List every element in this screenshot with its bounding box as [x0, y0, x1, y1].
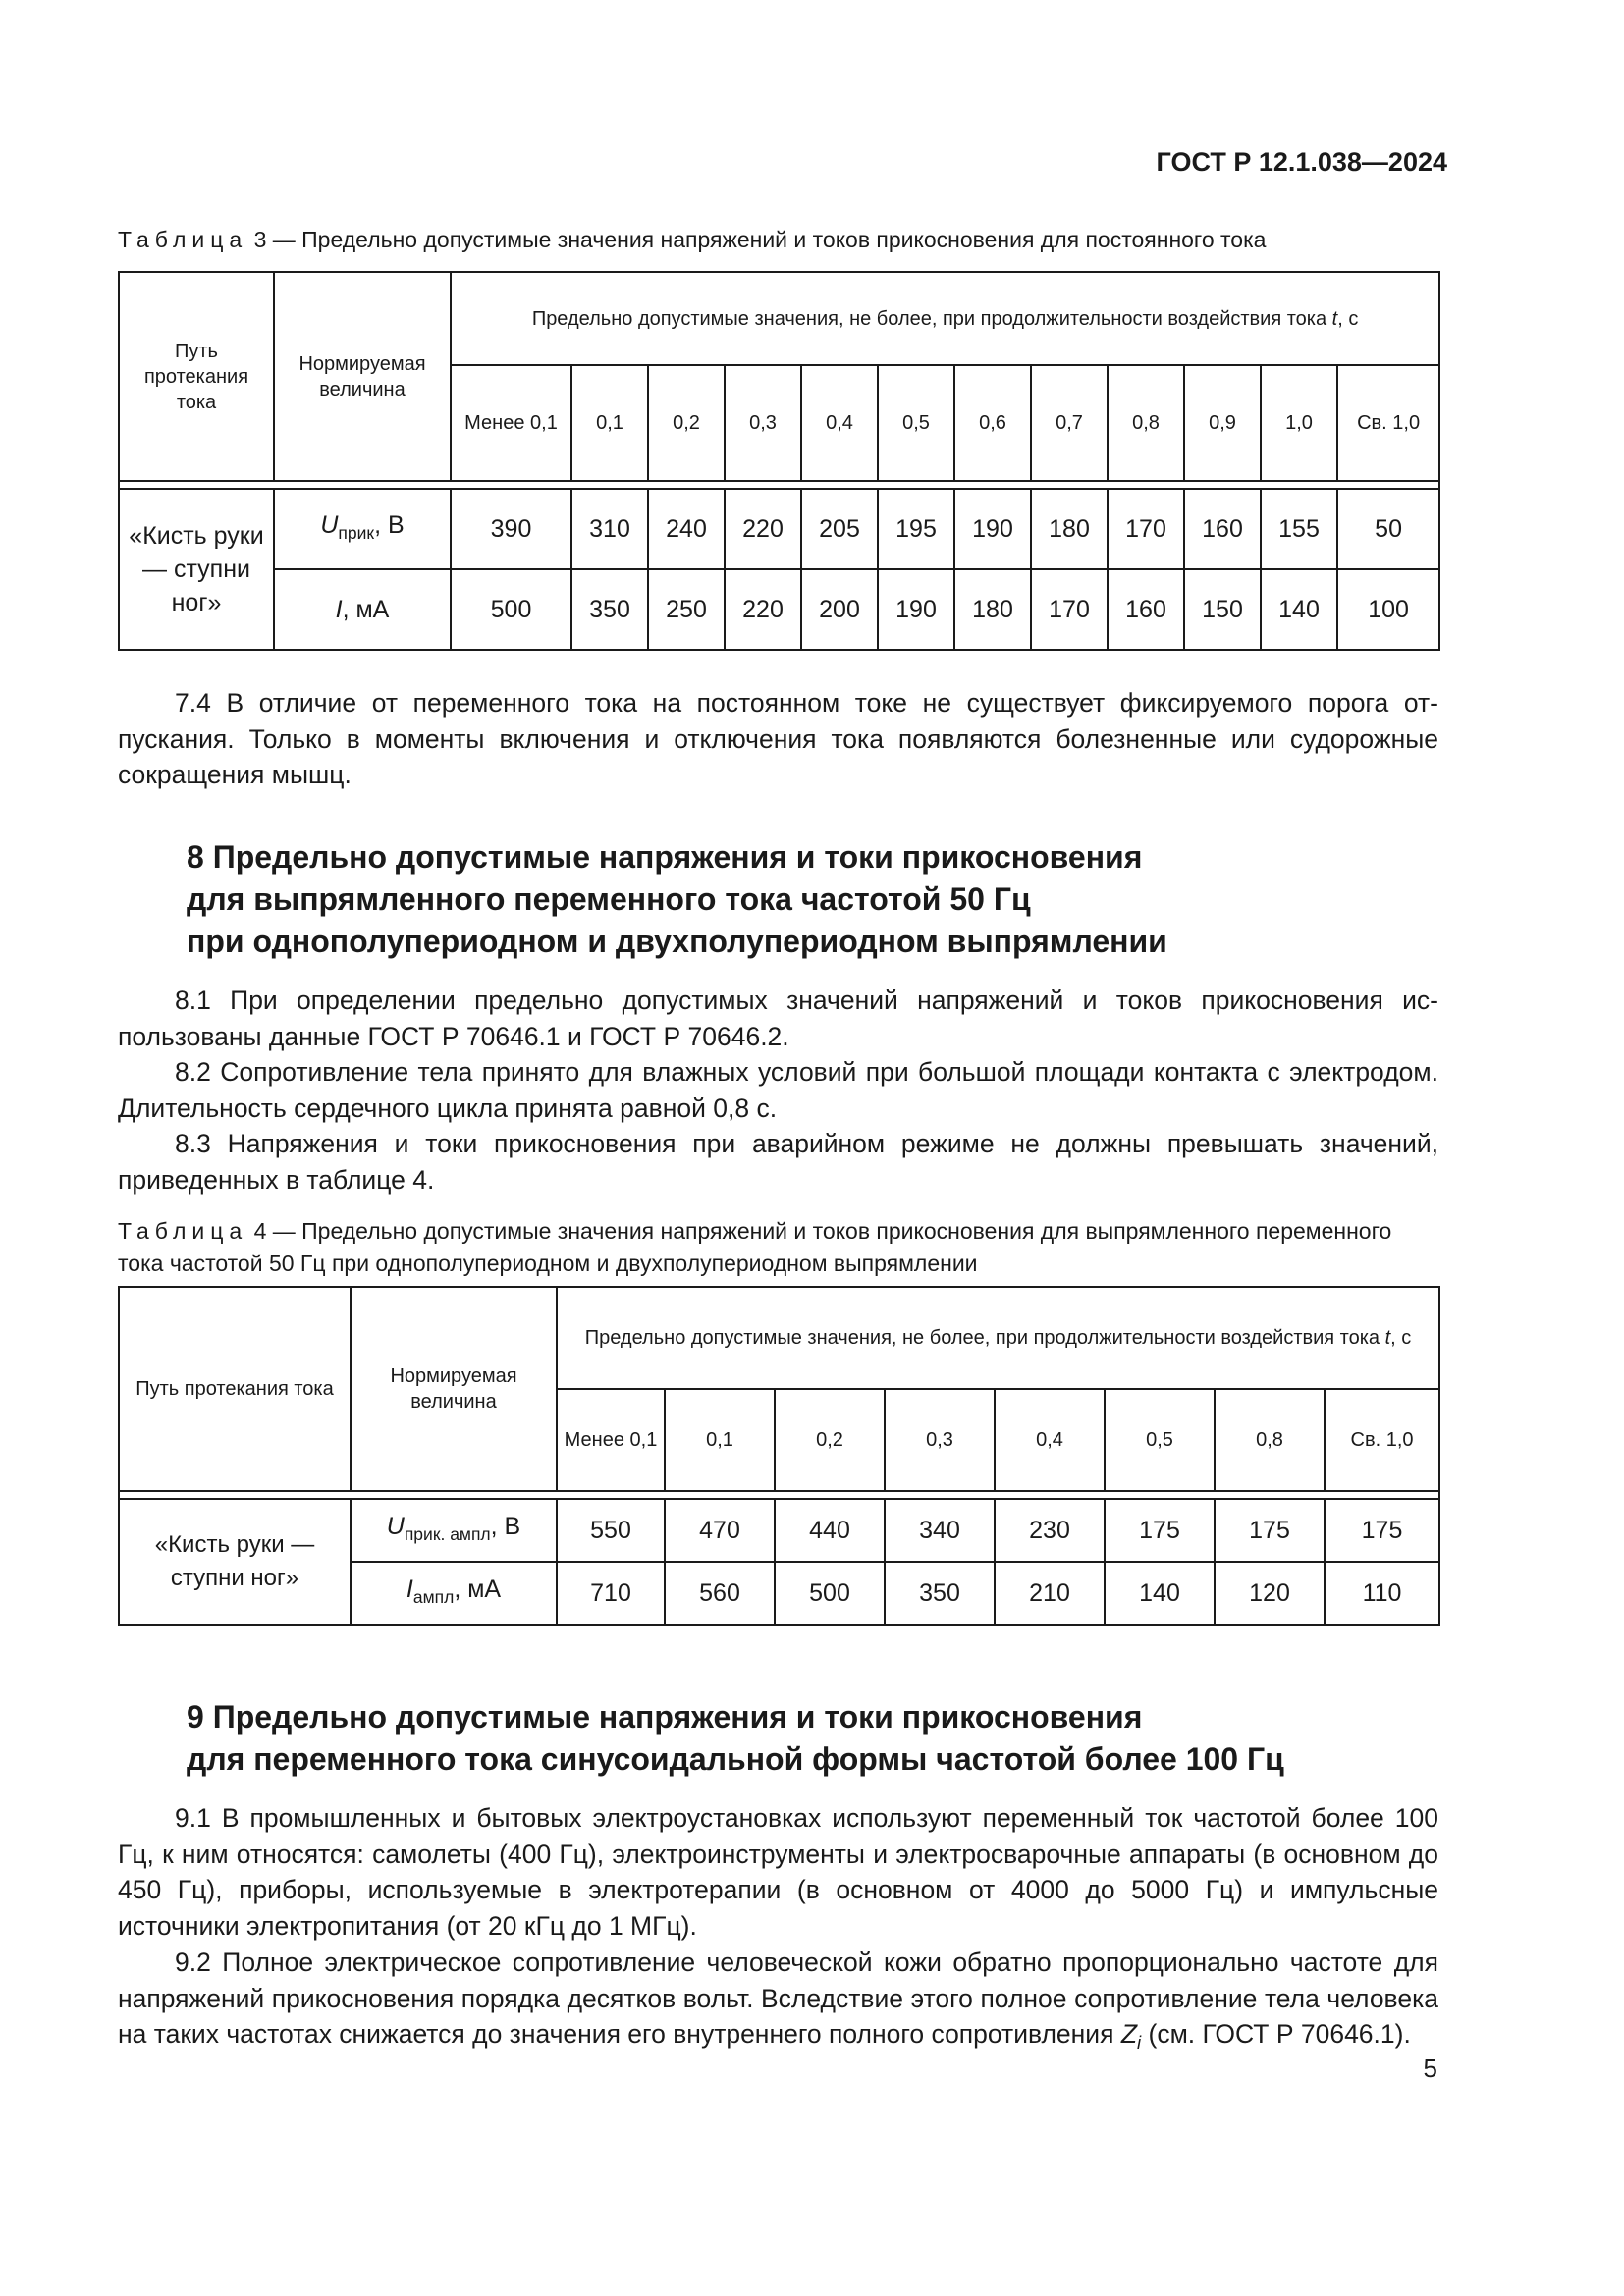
table3-duration-6: 0,6	[954, 365, 1031, 481]
table4-duration-0: Менее 0,1	[557, 1389, 665, 1491]
table4-duration-6: 0,8	[1215, 1389, 1325, 1491]
table4-cell-0-3: 340	[885, 1499, 995, 1562]
table3-caption-text: 3 — Предельно допустимые значения напряжений и токов прикосновения для постоянного тока	[253, 227, 1267, 252]
section-9-heading	[187, 1696, 1414, 1781]
table4-row-0-quantity: $U_{прик. ампл}$, В	[351, 1499, 557, 1562]
table3-cell-1-10: 140	[1261, 569, 1337, 650]
table3-cell-0-10: 155	[1261, 489, 1337, 569]
table3-row-path: «Кисть руки — ступни ног»	[119, 489, 274, 650]
table4-caption	[118, 1215, 1438, 1280]
section-9-line-1: 9 Предельно допустимые напряжения и токи прикосновения	[187, 1699, 1143, 1735]
table3-cell-0-2: 240	[648, 489, 725, 569]
table4-cell-0-0: 550	[557, 1499, 665, 1562]
table3-duration-0: Менее 0,1	[451, 365, 571, 481]
section-8-line-3: при однополупериодном и двухполупериодном выпрямлении	[187, 924, 1167, 959]
table3-cell-0-9: 160	[1184, 489, 1261, 569]
paragraph-8-3: 8.3 Напряжения и токи прикосновения при аварийном режиме не должны превышать значений, приведенных в таблице 4.	[118, 1129, 1438, 1195]
table4-cell-0-5: 175	[1105, 1499, 1215, 1562]
table4-duration-1: 0,1	[665, 1389, 775, 1491]
table4-cell-1-6: 120	[1215, 1562, 1325, 1625]
paragraph-9-1: 9.1 В промышленных и бытовых электроустановках используют переменный ток частотой более 100 Гц, к ним относятся: самолеты (400 Гц), электроинструменты и электросварочные аппараты (в основном до 450 Гц), приборы, используемые в электротерапии (в основном от 4000 до 5000 Гц) и импульсные источники электропитания (от 20 кГц до 1 МГц).	[118, 1803, 1438, 1941]
table3-duration-7: 0,7	[1031, 365, 1108, 481]
table-3	[118, 271, 1440, 651]
table4-cell-0-4: 230	[995, 1499, 1105, 1562]
table4-caption-text: 4 — Предельно допустимые значения напряжений и токов прикосновения для выпрямленного переменного тока частотой 50 Гц при однополупериодном и двухполупериодном выпрямлении	[118, 1218, 1392, 1276]
table4-row-1-quantity: $I_{ампл}$, мА	[351, 1562, 557, 1625]
table4-cell-0-6: 175	[1215, 1499, 1325, 1562]
paragraph-9-2-end: (см. ГОСТ Р 70646.1).	[1148, 2019, 1411, 2050]
table4-duration-4: 0,4	[995, 1389, 1105, 1491]
paragraph-9-2	[118, 1945, 1438, 2061]
table3-cell-1-7: 170	[1031, 569, 1108, 650]
table3-col-quantity: Нормируемая величина	[274, 272, 451, 481]
table3-duration-10: 1,0	[1261, 365, 1337, 481]
table4-row-path: «Кисть руки — ступни ног»	[119, 1499, 351, 1625]
table-4	[118, 1286, 1440, 1626]
table4-cell-0-7: 175	[1325, 1499, 1439, 1562]
table3-cell-0-0: 390	[451, 489, 571, 569]
table3-duration-1: 0,1	[571, 365, 648, 481]
impedance-symbol: Z	[1120, 2019, 1138, 2050]
table4-col-quantity: Нормируемая величина	[351, 1287, 557, 1491]
table3-cell-0-8: 170	[1108, 489, 1184, 569]
table3-cell-0-5: 195	[878, 489, 954, 569]
section-8-heading	[187, 836, 1414, 963]
table4-cell-0-1: 470	[665, 1499, 775, 1562]
table4-cell-1-5: 140	[1105, 1562, 1215, 1625]
table3-duration-11: Св. 1,0	[1337, 365, 1439, 481]
table3-cell-0-11: 50	[1337, 489, 1439, 569]
table3-duration-4: 0,4	[801, 365, 878, 481]
paragraph-7-4: 7.4 В отличие от переменного тока на постоянном токе не существует фиксируемого порога отпускания. Только в моменты включения и отключения тока появляются болезненные или судорожные сокращения мышц.	[118, 688, 1438, 790]
section-9-line-2: для переменного тока синусоидальной формы частотой более 100 Гц	[187, 1741, 1284, 1777]
table4-duration-7: Св. 1,0	[1325, 1389, 1439, 1491]
table3-cell-1-5: 190	[878, 569, 954, 650]
table3-cell-1-11: 100	[1337, 569, 1439, 650]
table3-cell-1-9: 150	[1184, 569, 1261, 650]
paragraph-8-1: 8.1 При определении предельно допустимых значений напряжений и токов прикосновения использованы данные ГОСТ Р 70646.1 и ГОСТ Р 70646.2.	[118, 986, 1438, 1051]
table3-cell-1-3: 220	[725, 569, 801, 650]
table3-cell-1-6: 180	[954, 569, 1031, 650]
table4-cell-0-2: 440	[775, 1499, 885, 1562]
table4-duration-5: 0,5	[1105, 1389, 1215, 1491]
table4-duration-2: 0,2	[775, 1389, 885, 1491]
table3-duration-5: 0,5	[878, 365, 954, 481]
impedance-subscript: i	[1137, 2032, 1142, 2054]
table3-cell-1-0: 500	[451, 569, 571, 650]
table3-duration-2: 0,2	[648, 365, 725, 481]
table4-cell-1-2: 500	[775, 1562, 885, 1625]
table4-cell-1-4: 210	[995, 1562, 1105, 1625]
table3-duration-3: 0,3	[725, 365, 801, 481]
table3-duration-8: 0,8	[1108, 365, 1184, 481]
table3-cell-0-3: 220	[725, 489, 801, 569]
table3-group-header: Предельно допустимые значения, не более, при продолжительности воздействия тока t, с	[451, 272, 1439, 365]
table3-duration-9: 0,9	[1184, 365, 1261, 481]
page-number: 5	[1423, 2054, 1437, 2083]
table4-duration-3: 0,3	[885, 1389, 995, 1491]
table3-cell-0-6: 190	[954, 489, 1031, 569]
table3-cell-1-8: 160	[1108, 569, 1184, 650]
table3-row-0-quantity: $U_{прик}$, В	[274, 489, 451, 569]
table3-col-path: Путь протекания тока	[119, 272, 274, 481]
table3-cell-1-2: 250	[648, 569, 725, 650]
table3-row-1-quantity: I, мА	[274, 569, 451, 650]
table4-label: Таблица	[118, 1218, 248, 1244]
table4-cell-1-7: 110	[1325, 1562, 1439, 1625]
table4-group-header: Предельно допустимые значения, не более, при продолжительности воздействия тока t, с	[557, 1287, 1439, 1389]
table4-cell-1-1: 560	[665, 1562, 775, 1625]
paragraph-9-2-text: 9.2 Полное электрическое сопротивление человеческой кожи обратно пропорционально частоте для напряжений прикосновения порядка десятков вольт. Вследствие этого полное сопротивление тела человека на таких частотах снижается до значения его внутреннего полного сопротивления	[118, 1948, 1438, 2050]
table3-cell-1-4: 200	[801, 569, 878, 650]
table3-label: Таблица	[118, 227, 248, 252]
table3-cell-0-4: 205	[801, 489, 878, 569]
table3-cell-1-1: 350	[571, 569, 648, 650]
table4-cell-1-3: 350	[885, 1562, 995, 1625]
table4-col-path: Путь протекания тока	[119, 1287, 351, 1491]
paragraph-8-2: 8.2 Сопротивление тела принято для влажных условий при большой площади контакта с электродом. Длительность сердечного цикла принята равной 0,8 с.	[118, 1057, 1438, 1123]
table3-caption	[118, 224, 1438, 256]
table3-cell-0-1: 310	[571, 489, 648, 569]
document-header: ГОСТ Р 12.1.038—2024	[1156, 147, 1447, 177]
table4-cell-1-0: 710	[557, 1562, 665, 1625]
table3-cell-0-7: 180	[1031, 489, 1108, 569]
section-8-line-1: 8 Предельно допустимые напряжения и токи прикосновения	[187, 839, 1143, 875]
section-8-line-2: для выпрямленного переменного тока частотой 50 Гц	[187, 881, 1031, 917]
